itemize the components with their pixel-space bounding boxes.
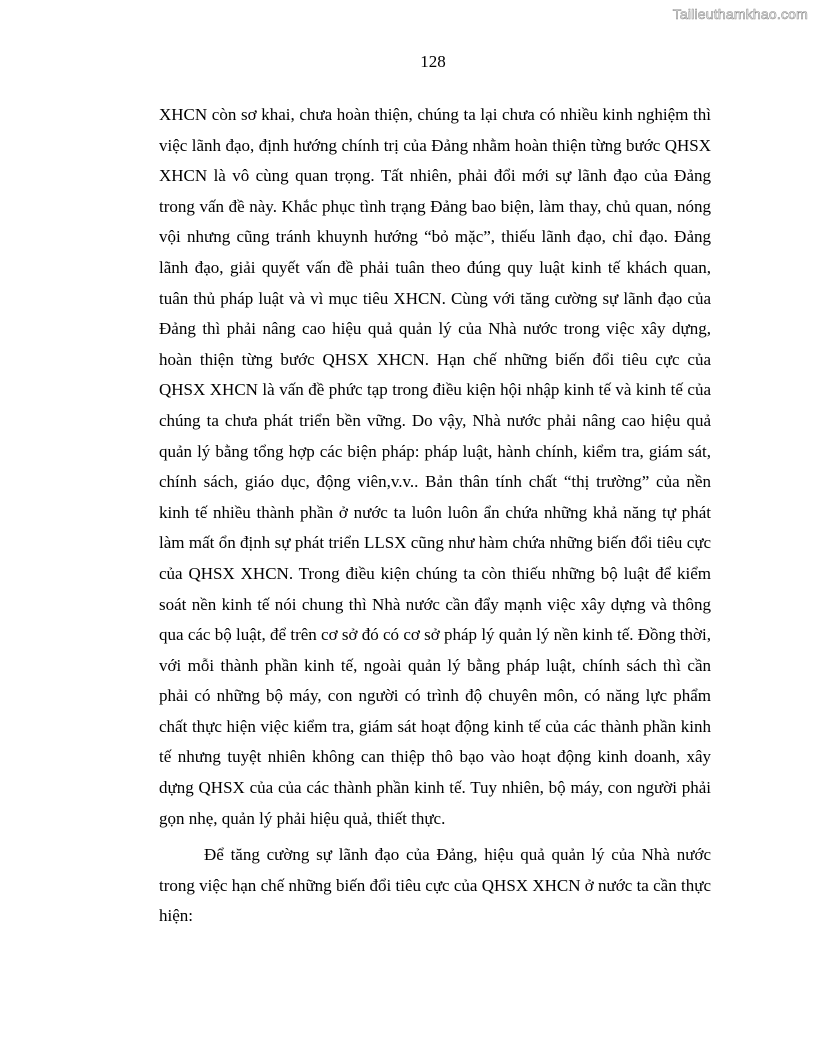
page-number: 128 bbox=[420, 52, 446, 71]
watermark: Tailieuthamkhao.com bbox=[672, 6, 808, 22]
paragraph-1: XHCN còn sơ khai, chưa hoàn thiện, chúng ta lại chưa có nhiều kinh nghiệm thì việc lãnh đạo, định hướng chính trị của Đảng nhằm hoàn thiện từng bước QHSX XHCN là vô cùng quan trọng. Tất nhiên, phải đổi mới sự lãnh đạo của Đảng trong vấn đề này. Khắc phục tình trạng Đảng bao biện, làm thay, chủ quan, nóng vội nhưng cũng tránh khuynh hướng “bỏ mặc”, thiếu lãnh đạo, chỉ đạo. Đảng lãnh đạo, giải quyết vấn đề phải tuân theo đúng quy luật kinh tế khách quan, tuân thủ pháp luật và vì mục tiêu XHCN. Cùng với tăng cường sự lãnh đạo của Đảng thì phải nâng cao hiệu quả quản lý của Nhà nước trong việc xây dựng, hoàn thiện từng bước QHSX XHCN. Hạn chế những biến đổi tiêu cực của QHSX XHCN là vấn đề phức tạp trong điều kiện hội nhập kinh tế và kinh tế của chúng ta chưa phát triển bền vững. Do vậy, Nhà nước phải nâng cao hiệu quả quản lý bằng tổng hợp các biện pháp: pháp luật, hành chính, kiểm tra, giám sát, chính sách, giáo dục, động viên,v.v.. Bản thân tính chất “thị trường” của nền kinh tế nhiều thành phần ở nước ta luôn luôn ẩn chứa những khả năng tự phát làm mất ổn định sự phát triển LLSX cũng như hàm chứa những biến đổi tiêu cực của QHSX XHCN. Trong điều kiện chúng ta còn thiếu những bộ luật để kiểm soát nền kinh tế nói chung thì Nhà nước cần đẩy mạnh việc xây dựng và thông qua các bộ luật, để trên cơ sở đó có cơ sở pháp lý quản lý nền kinh tế. Đồng thời, với mỗi thành phần kinh tế, ngoài quản lý bằng pháp luật, chính sách thì cần phải có những bộ máy, con người có trình độ chuyên môn, có năng lực phẩm chất thực hiện việc kiểm tra, giám sát hoạt động kinh tế của các thành phần kinh tế nhưng tuyệt nhiên không can thiệp thô bạo vào hoạt động kinh doanh, xây dựng QHSX của của các thành phần kinh tế. Tuy nhiên, bộ máy, con người phải gọn nhẹ, quản lý phải hiệu quả, thiết thực. bbox=[159, 105, 711, 828]
paragraph-2: Để tăng cường sự lãnh đạo của Đảng, hiệu quả quản lý của Nhà nước trong việc hạn chế những biến đổi tiêu cực của QHSX XHCN ở nước ta cần thực hiện: bbox=[159, 845, 711, 926]
body-text bbox=[159, 100, 711, 932]
